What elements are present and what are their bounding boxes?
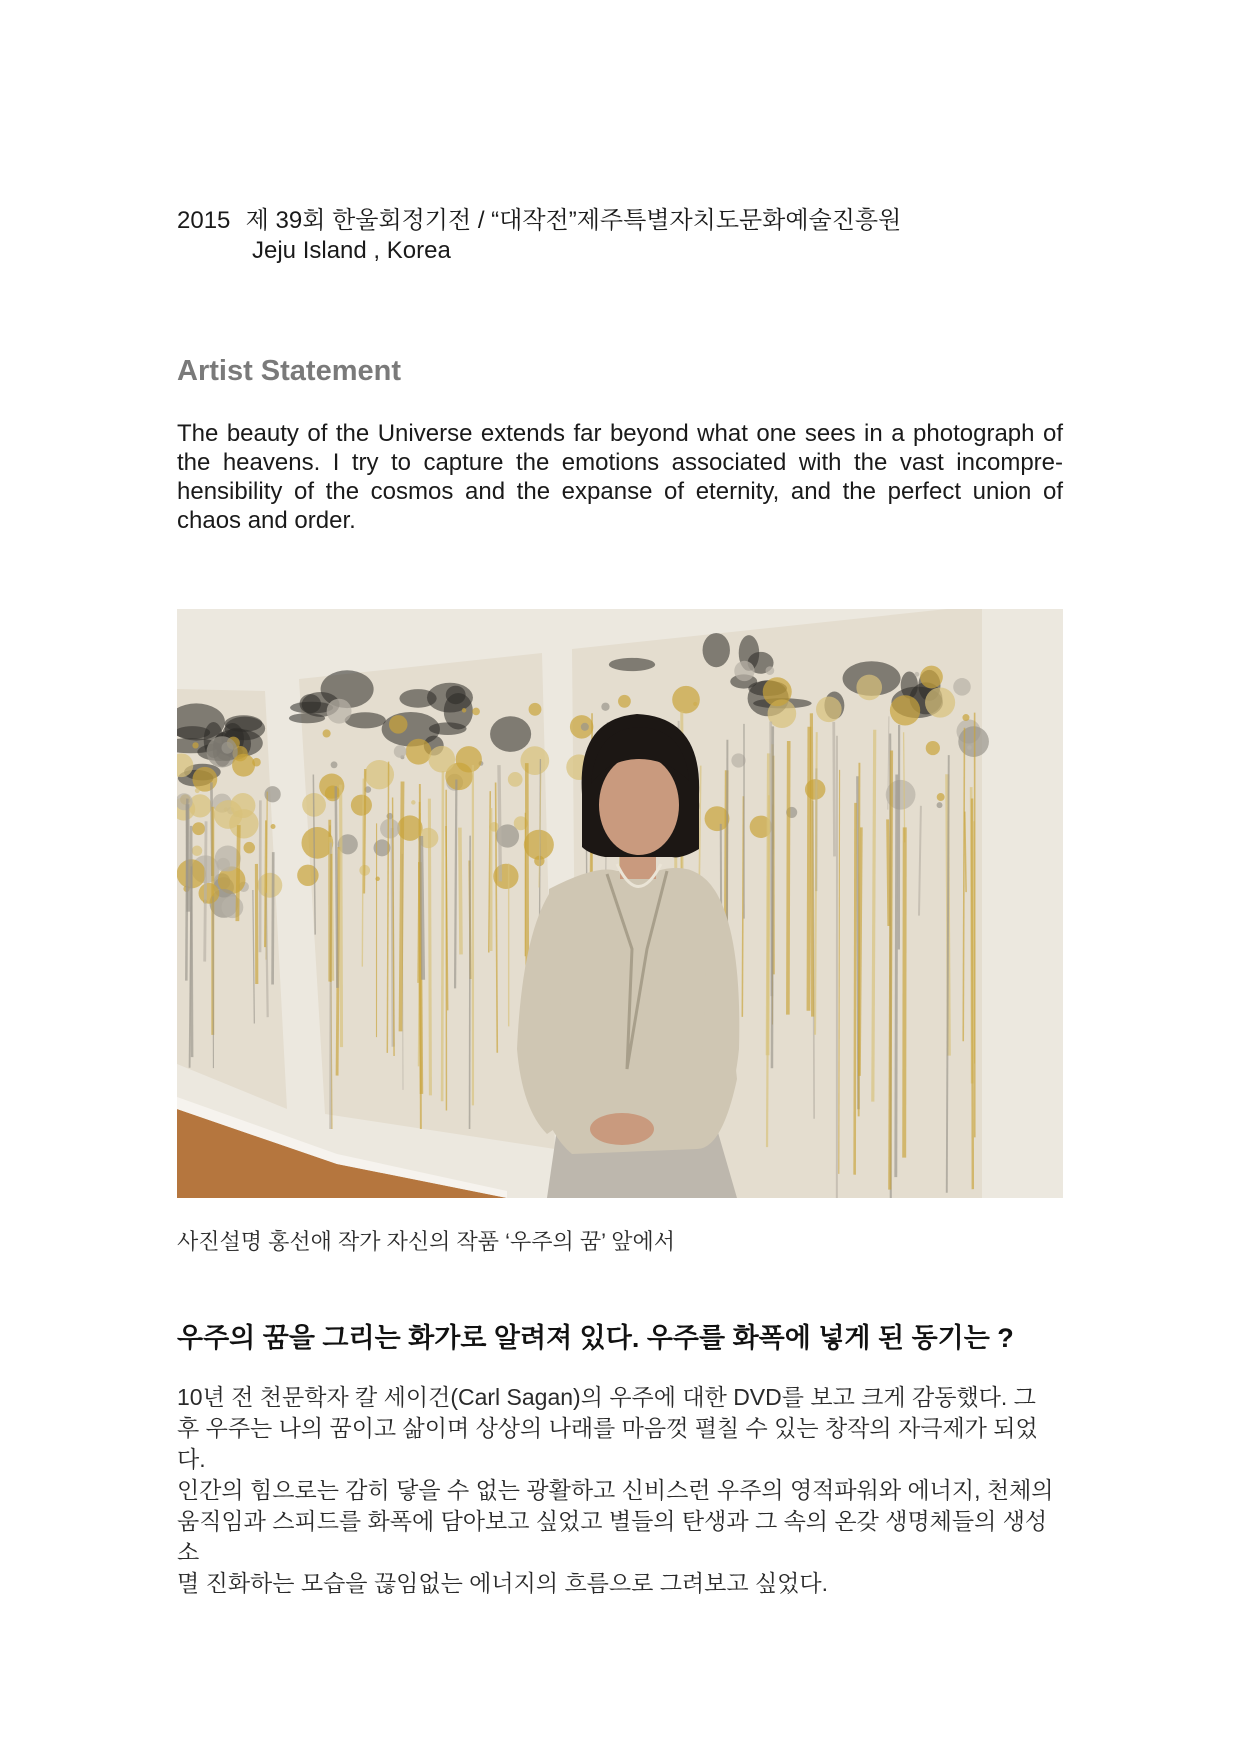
interview-answer-paragraph-2 [177,1475,1063,1599]
exhibition-year: 2015 [177,207,231,234]
interview-question: 우주의 꿈을 그리는 화가로 알려져 있다. 우주를 화폭에 넣게 된 동기는 ? [177,1323,1014,1353]
photo-caption: 사진설명 홍선애 작가 자신의 작품 ‘우주의 꿈’ 앞에서 [177,1229,676,1254]
interview-answer-paragraph-1 [177,1382,1063,1475]
artist-statement-body: The beauty of the Universe extends far beyond what one sees in a photograph of the heavens. I try to capture the emotions associated with the vast incompre-hensibility of the cosmos and the expanse of eternity, and the perfect union of chaos and order. [177,420,1063,534]
answer-line: 10년 전 천문학자 칼 세이건(Carl Sagan)의 우주에 대한 DVD를 보고 크게 감동했다. 그 [177,1384,1036,1410]
artist-photo-illustration [177,609,1063,1198]
answer-line: 후 우주는 나의 꿈이고 삶이며 상상의 나래를 마음껏 펼칠 수 있는 창작의 자극제가 되었다. [177,1415,1038,1472]
artist-photo [177,609,1063,1198]
artist-statement-heading: Artist Statement [177,355,401,387]
answer-line: 인간의 힘으로는 감히 닿을 수 없는 광활하고 신비스런 우주의 영적파워와 에너지, 천체의 [177,1477,1054,1503]
exhibition-title: 제 39회 한울회정기전 / “대작전”제주특별자치도문화예술진흥원 [245,207,902,234]
answer-line: 움직임과 스피드를 화폭에 담아보고 싶었고 별들의 탄생과 그 속의 온갖 생명체들의 생성 소 [177,1508,1048,1565]
exhibition-location: Jeju Island , Korea [252,237,451,264]
exhibition-line-1 [177,206,1077,236]
answer-line: 멸 진화하는 모습을 끊임없는 에너지의 흐름으로 그려보고 싶었다. [177,1570,829,1596]
exhibition-entry [177,206,1077,266]
